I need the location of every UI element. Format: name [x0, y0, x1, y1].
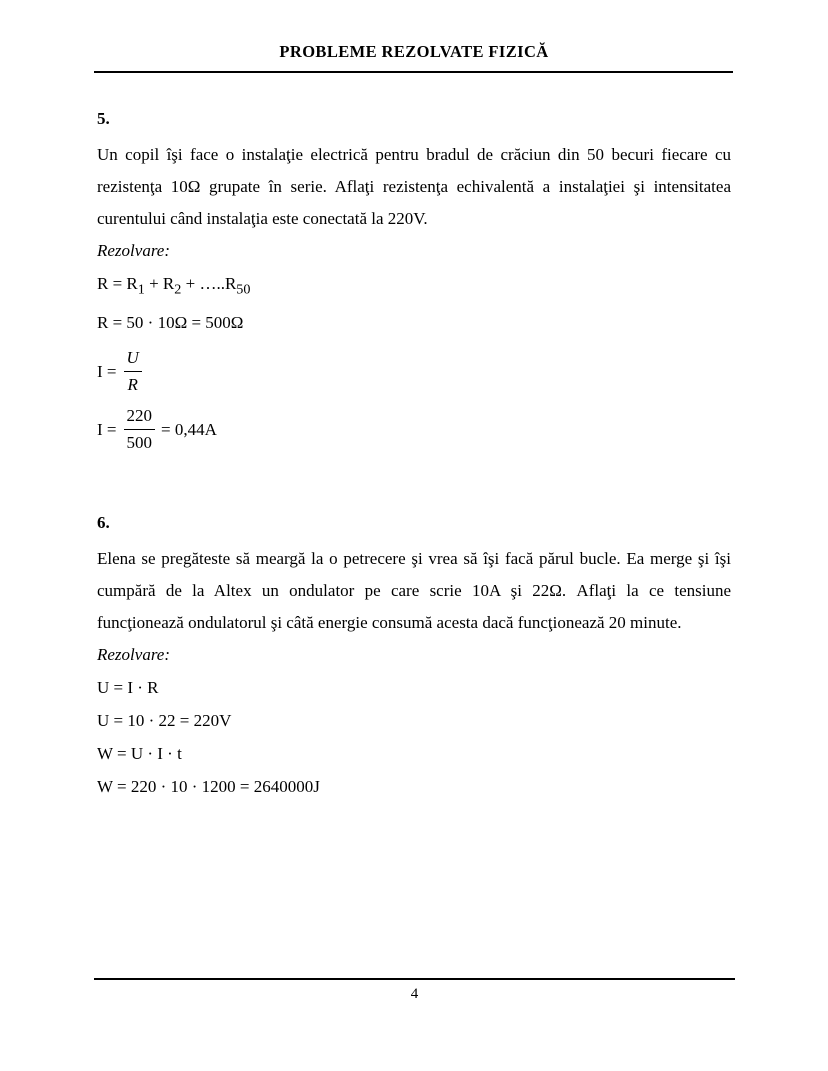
problem-5-equation-4	[97, 406, 731, 453]
eq-subscript: 2	[174, 281, 182, 298]
eq-subscript: 50	[236, 281, 251, 298]
problem-6-solution-label: Rezolvare:	[97, 645, 171, 665]
fraction-denominator: R	[127, 375, 138, 395]
header-rule	[94, 71, 733, 73]
problem-6-equation-4: W = 220 · 10 · 1200 = 2640000J	[97, 777, 320, 797]
page-header	[97, 42, 731, 73]
eq-rhs: = 0,44A	[161, 419, 217, 439]
problem-6-equation-3: W = U · I · t	[97, 744, 182, 764]
problem-6-equation-2: U = 10 · 22 = 220V	[97, 711, 232, 731]
page-number: 4	[410, 986, 419, 1002]
eq-text: + R	[144, 274, 175, 293]
problem-6-section	[97, 507, 731, 803]
eq-lhs: I =	[97, 361, 117, 381]
problem-5-equation-1	[97, 267, 731, 306]
eq-subscript: 1	[137, 281, 145, 298]
problem-5-number: 5.	[97, 109, 110, 128]
problem-5-section	[97, 103, 731, 453]
problem-5-solution-label: Rezolvare:	[97, 241, 171, 260]
fraction	[124, 348, 142, 395]
fraction-numerator: U	[124, 348, 142, 372]
footer-rule	[94, 978, 735, 980]
eq-text: + …..R	[181, 274, 237, 293]
problem-5-equation-3	[97, 348, 731, 395]
page-footer	[94, 978, 735, 1003]
document-title: PROBLEME REZOLVATE FIZICĂ	[279, 42, 549, 61]
problem-5-statement: Un copil îşi face o instalaţie electrică pentru bradul de crăciun din 50 becuri fiecare cu rezistenţa 10Ω grupate în serie. Aflaţi rezistenţa echivalentă a instalaţiei şi intensitatea curentului când instalaţia este conectată la 220V.	[97, 145, 731, 228]
eq-text: R = R	[97, 274, 138, 293]
fraction-numerator: 220	[124, 406, 156, 430]
problem-5-equation-2: R = 50 · 10Ω = 500Ω	[97, 313, 244, 333]
problem-6-statement: Elena se pregăteste să meargă la o petrecere şi vrea să îşi facă părul bucle. Ea merge şi îşi cumpără de la Altex un ondulator pe care scrie 10A şi 22Ω. Aflaţi la ce tensiune funcţionează ondulatorul şi câtă energie consumă acesta dacă funcţionează 20 minute.	[97, 549, 731, 633]
problem-6-equation-1: U = I · R	[97, 678, 159, 698]
eq-lhs: I =	[97, 419, 117, 439]
problem-6-number: 6.	[97, 513, 110, 533]
fraction	[124, 406, 156, 453]
fraction-denominator: 500	[126, 433, 152, 453]
